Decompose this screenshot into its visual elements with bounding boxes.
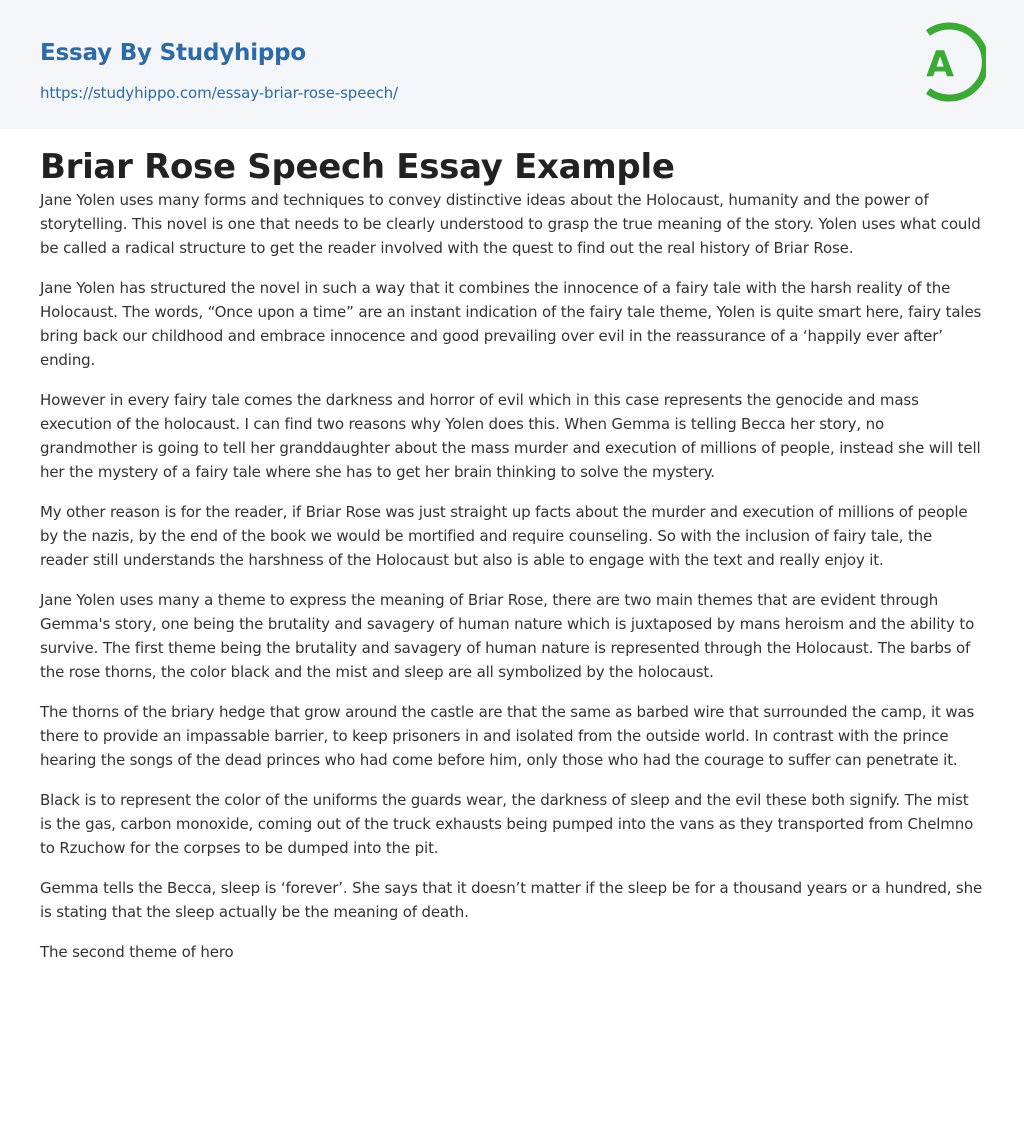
paragraph: However in every fairy tale comes the darkness and horror of evil which in this case represents the genocide and mass execution of the holocaust. I can find two reasons why Yolen does this. When Gemma is telling Becca her story, no grandmother is going to tell her granddaughter about the mass murder and execution of millions of people, instead she will tell her the mystery of a fairy tale where she has to get her brain thinking to solve the mystery.	[40, 391, 981, 481]
site-header	[0, 0, 1024, 129]
article	[0, 129, 1024, 964]
logo-letter: A	[926, 44, 954, 85]
paragraph: The thorns of the briary hedge that grow around the castle are that the same as barbed wire that surrounded the camp, it was there to provide an impassable barrier, to keep prisoners in and isolated from the outside world. In contrast with the prince hearing the songs of the dead princes who had come before him, only those who had the courage to suffer can penetrate it.	[40, 703, 975, 769]
essay-url-link[interactable]: https://studyhippo.com/essay-briar-rose-speech/	[40, 84, 398, 102]
page-title: Briar Rose Speech Essay Example	[40, 147, 675, 187]
studyhippo-logo-icon[interactable]	[910, 19, 986, 105]
site-title: Essay By Studyhippo	[40, 40, 307, 66]
paragraph: Jane Yolen uses many forms and techniques to convey distinctive ideas about the Holocaust, humanity and the power of storytelling. This novel is one that needs to be clearly understood to grasp the true meaning of the story. Yolen uses what could be called a radical structure to get the reader involved with the quest to find out the real history of Briar Rose.	[40, 191, 981, 257]
paragraph: The second theme of hero	[40, 943, 234, 961]
paragraph: My other reason is for the reader, if Briar Rose was just straight up facts about the murder and execution of millions of people by the nazis, by the end of the book we would be mortified and require counseling. So with the inclusion of fairy tale, the reader still understands the harshness of the Holocaust but also is able to engage with the text and really enjoy it.	[40, 503, 968, 569]
paragraph: Jane Yolen uses many a theme to express the meaning of Briar Rose, there are two main themes that are evident through Gemma's story, one being the brutality and savagery of human nature which is juxtaposed by mans heroism and the ability to survive. The first theme being the brutality and savagery of human nature is represented through the Holocaust. The barbs of the rose thorns, the color black and the mist and sleep are all symbolized by the holocaust.	[40, 591, 975, 681]
article-body	[40, 188, 984, 964]
paragraph: Black is to represent the color of the uniforms the guards wear, the darkness of sleep and the evil these both signify. The mist is the gas, carbon monoxide, coming out of the truck exhausts being pumped into the vans as they transported from Chelmno to Rzuchow for the corpses to be dumped into the pit.	[40, 791, 974, 857]
paragraph: Jane Yolen has structured the novel in such a way that it combines the innocence of a fairy tale with the harsh reality of the Holocaust. The words, “Once upon a time” are an instant indication of the fairy tale theme, Yolen is quite smart here, fairy tales bring back our childhood and embrace innocence and good prevailing over evil in the reassurance of a ‘happily ever after’ ending.	[40, 279, 982, 369]
paragraph: Gemma tells the Becca, sleep is ‘forever’. She says that it doesn’t matter if the sleep be for a thousand years or a hundred, she is stating that the sleep actually be the meaning of death.	[40, 879, 983, 921]
